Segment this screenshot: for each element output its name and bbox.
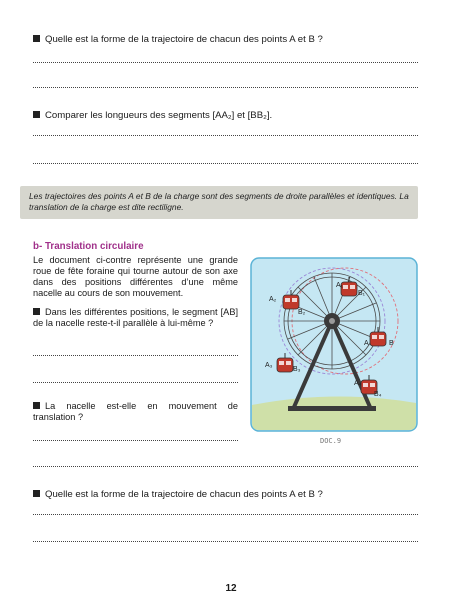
definition-note: Les trajectoires des points A et B de la charge sont des segments de droite parallèles et identiques. La translation de la charge est dite rectiligne. — [20, 186, 418, 219]
question-1 — [33, 34, 323, 46]
label-b4: B₄ — [374, 391, 382, 398]
answer-line — [33, 514, 418, 515]
label-a4: A₄ — [354, 380, 362, 387]
ferris-wheel-figure — [250, 257, 418, 432]
bullet-square-icon — [33, 402, 40, 409]
question-5-text: Quelle est la forme de la trajectoire de chacun des points A et B ? — [45, 489, 323, 500]
question-3-text: Dans les différentes positions, le segment [AB] de la nacelle reste-t-il parallèle à lui-même ? — [33, 307, 238, 328]
label-a2: A₂ — [269, 296, 277, 303]
bullet-square-icon — [33, 490, 40, 497]
answer-line — [33, 466, 418, 467]
answer-line — [33, 440, 238, 441]
label-b2: B₂ — [298, 309, 306, 316]
label-b3: B₃ — [293, 366, 301, 373]
bullet-square-icon — [33, 308, 40, 315]
answer-line — [33, 382, 238, 383]
question-2 — [33, 110, 272, 122]
answer-line — [33, 541, 418, 542]
question-2-text: Comparer les longueurs des segments [AA₂] et [BB₂]. — [45, 110, 273, 121]
answer-line — [33, 163, 418, 164]
question-5 — [33, 489, 323, 501]
ground — [252, 396, 416, 430]
question-4 — [33, 401, 238, 423]
answer-line — [33, 87, 418, 88]
intro-paragraph: Le document ci-contre représente une grande roue de fête foraine qui tourne autour de son axe dans des positions différentes d’une même nacelle au cours de son mouvement. — [33, 255, 238, 298]
label-a3: A₃ — [265, 362, 273, 369]
label-b: B — [389, 340, 394, 347]
question-3 — [33, 307, 238, 329]
label-b1: B₁ — [358, 290, 366, 297]
label-a: A — [364, 340, 369, 347]
answer-line — [33, 62, 418, 63]
section-title: b- Translation circulaire — [33, 241, 144, 252]
question-4-text: La nacelle est-elle en mouvement de translation ? — [33, 401, 238, 422]
page-number: 12 — [225, 583, 237, 594]
answer-line — [33, 135, 418, 136]
label-a1: A₁ — [336, 282, 344, 289]
bullet-square-icon — [33, 35, 40, 42]
answer-line — [33, 355, 238, 356]
bullet-square-icon — [33, 111, 40, 118]
question-1-text: Quelle est la forme de la trajectoire de chacun des points A et B ? — [45, 34, 323, 45]
figure-caption: DOC.9 — [320, 437, 342, 445]
base — [288, 406, 376, 411]
